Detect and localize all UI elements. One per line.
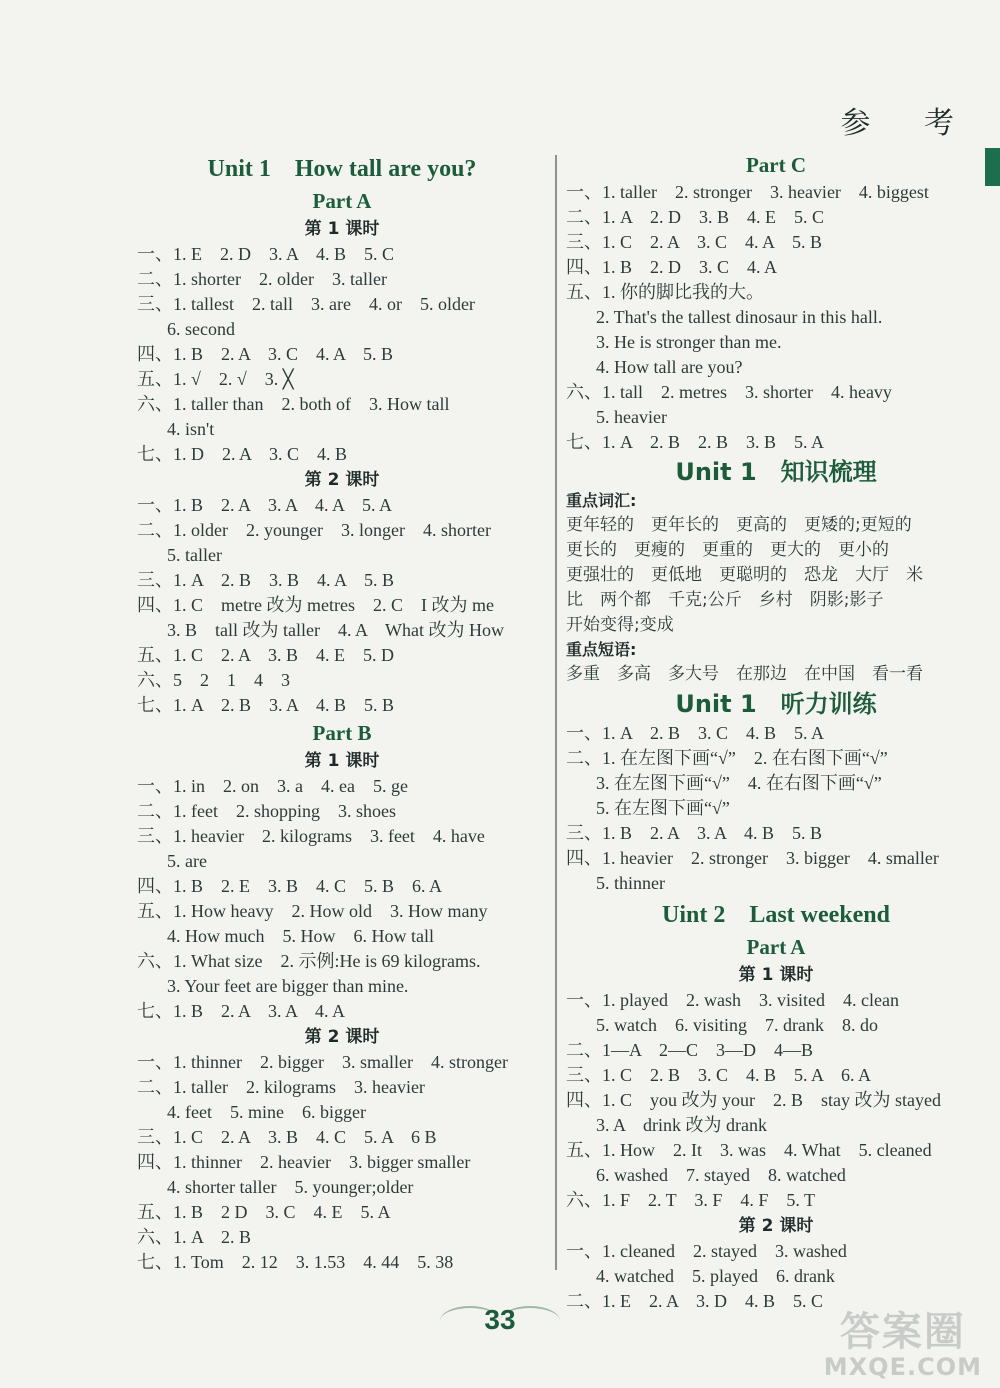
column-divider [555,155,557,1270]
answer-line: 四、1. B 2. D 3. C 4. A [566,257,778,277]
answer-line: 二、1. taller 2. kilograms 3. heavier [137,1077,425,1097]
unit1-a-lesson1-answers [137,242,547,467]
answer-line: 5. watch 6. visiting 7. drank 8. do [596,1015,878,1035]
answer-line: 二、1. 在左图下画“√” 2. 在右图下画“√” [566,748,888,768]
answer-line: 七、1. B 2. A 3. A 4. A [137,1001,346,1021]
page-header-title: 参 考 [840,106,976,141]
answer-line: 五、1. How heavy 2. How old 3. How many [137,901,488,921]
answer-line: 六、1. A 2. B [137,1227,252,1247]
vocab-line: 更强壮的 更低地 更聪明的 恐龙 大厅 米 [566,565,923,585]
watermark [824,1300,982,1381]
vocab-line: 更年轻的 更年长的 更高的 更矮的;更短的 [566,515,912,535]
answer-line: 三、1. A 2. B 3. B 4. A 5. B [137,570,395,590]
answer-line: 四、1. C you 改为 your 2. B stay 改为 stayed [566,1090,941,1110]
answer-line: 4. isn't [167,419,215,439]
answer-line: 一、1. thinner 2. bigger 3. smaller 4. stronger [137,1052,508,1072]
answer-line: 5. are [167,851,207,871]
answer-line: 七、1. Tom 2. 12 3. 1.53 4. 44 5. 38 [137,1252,454,1272]
answer-line: 3. Your feet are bigger than mine. [167,976,409,996]
vocab-list [566,513,986,638]
right-column [566,150,986,1314]
answer-line: 二、1. A 2. D 3. B 4. E 5. C [566,207,825,227]
answer-line: 五、1. B 2 D 3. C 4. E 5. A [137,1202,391,1222]
answer-line: 三、1. C 2. B 3. C 4. B 5. A 6. A [566,1065,872,1085]
answer-line: 四、1. heavier 2. stronger 3. bigger 4. smaller [566,848,939,868]
vocab-label: 重点词汇: [566,491,637,510]
header-accent-bar [985,148,1000,186]
unit2-lesson1-title: 第 1 课时 [738,965,814,985]
answer-line: 4. How much 5. How 6. How tall [167,926,434,946]
answer-line: 二、1. older 2. younger 3. longer 4. shorter [137,520,491,540]
answer-line: 五、1. √ 2. √ 3. ╳ [137,369,294,389]
phrase-list [566,662,986,687]
unit1-b-lesson2-answers [137,1050,547,1275]
answer-line: 6. second [167,319,235,339]
answer-line: 三、1. C 2. A 3. B 4. C 5. A 6 B [137,1127,437,1147]
answer-line: 四、1. B 2. E 3. B 4. C 5. B 6. A [137,876,443,896]
watermark-url: MXQE.COM [823,1353,982,1381]
answer-line: 4. feet 5. mine 6. bigger [167,1102,366,1122]
answer-line: 4. watched 5. played 6. drank [596,1266,835,1286]
answer-line: 六、5 2 1 4 3 [137,670,290,690]
unit1-a-lesson2-answers [137,493,547,718]
unit1-b-lesson2-title: 第 2 课时 [304,1027,380,1047]
knowledge-title: Unit 1 知识梳理 [675,458,877,486]
unit1-a-lesson2-title: 第 2 课时 [304,470,380,490]
vocab-line: 比 两个都 千克;公斤 乡村 阴影;影子 [566,590,884,610]
answer-line: 二、1. E 2. A 3. D 4. B 5. C [566,1291,824,1311]
vocab-line: 多重 多高 多大号 在那边 在中国 看一看 [566,664,923,684]
answer-line: 2. That's the tallest dinosaur in this hall. [596,307,883,327]
answer-line: 七、1. A 2. B 2. B 3. B 5. A [566,432,825,452]
unit1-a-lesson1-title: 第 1 课时 [304,219,380,239]
answer-line: 三、1. heavier 2. kilograms 3. feet 4. have [137,826,485,846]
listening-title: Unit 1 听力训练 [675,690,877,718]
unit2-lesson1-answers [566,988,986,1213]
answer-line: 二、1. feet 2. shopping 3. shoes [137,801,396,821]
answer-line: 五、1. C 2. A 3. B 4. E 5. D [137,645,395,665]
listening-answers [566,721,986,896]
answer-line: 二、1—A 2—C 3—D 4—B [566,1040,814,1060]
watermark-logo-text: 答案圈 [839,1309,966,1355]
answer-line: 一、1. in 2. on 3. a 4. ea 5. ge [137,776,408,796]
unit2-title: Uint 2 Last weekend [661,902,890,928]
answer-line: 6. washed 7. stayed 8. watched [596,1165,846,1185]
answer-line: 5. taller [167,545,222,565]
unit1-part-c-title: Part C [745,153,807,177]
unit1-b-lesson1-answers [137,774,547,1024]
answer-line: 4. How tall are you? [596,357,743,377]
answer-line: 三、1. tallest 2. tall 3. are 4. or 5. older [137,294,475,314]
answer-line: 一、1. taller 2. stronger 3. heavier 4. biggest [566,182,929,202]
answer-line: 一、1. B 2. A 3. A 4. A 5. A [137,495,393,515]
unit1-b-lesson1-title: 第 1 课时 [304,751,380,771]
answer-line: 四、1. thinner 2. heavier 3. bigger smaller [137,1152,471,1172]
answer-line: 一、1. A 2. B 3. C 4. B 5. A [566,723,825,743]
unit2-lesson2-title: 第 2 课时 [738,1216,814,1236]
answer-line: 四、1. B 2. A 3. C 4. A 5. B [137,344,394,364]
answer-line: 四、1. C metre 改为 metres 2. C I 改为 me [137,595,494,615]
answer-line: 3. A drink 改为 drank [596,1115,767,1135]
answer-line: 5. 在左图下画“√” [596,798,730,818]
answer-line: 一、1. cleaned 2. stayed 3. washed [566,1241,847,1261]
answer-line: 5. heavier [596,407,667,427]
answer-line: 3. He is stronger than me. [596,332,782,352]
answer-line: 七、1. D 2. A 3. C 4. B [137,444,348,464]
unit1-part-b-title: Part B [312,721,372,745]
answer-line: 六、1. F 2. T 3. F 4. F 5. T [566,1190,816,1210]
answer-line: 一、1. played 2. wash 3. visited 4. clean [566,990,899,1010]
answer-line: 六、1. What size 2. 示例:He is 69 kilograms. [137,951,481,971]
phrase-label: 重点短语: [566,640,637,659]
unit1-part-a-title: Part A [312,189,372,213]
vocab-line: 更长的 更瘦的 更重的 更大的 更小的 [566,540,889,560]
page-number: 33 [484,1304,516,1335]
answer-line: 六、1. tall 2. metres 3. shorter 4. heavy [566,382,892,402]
answer-line: 3. B tall 改为 taller 4. A What 改为 How [167,620,504,640]
unit1-title: Unit 1 How tall are you? [207,156,477,182]
answer-line: 3. 在左图下画“√” 4. 在右图下画“√” [596,773,882,793]
answer-line: 三、1. C 2. A 3. C 4. A 5. B [566,232,823,252]
answer-line: 五、1. How 2. It 3. was 4. What 5. cleaned [566,1140,932,1160]
unit2-part-a-title: Part A [746,935,806,959]
answer-line: 五、1. 你的脚比我的大。 [566,282,764,302]
vocab-line: 开始变得;变成 [566,615,674,635]
answer-line: 二、1. shorter 2. older 3. taller [137,269,387,289]
unit1-c-answers [566,180,986,455]
answer-line: 三、1. B 2. A 3. A 4. B 5. B [566,823,823,843]
answer-line: 4. shorter taller 5. younger;older [167,1177,414,1197]
answer-line: 一、1. E 2. D 3. A 4. B 5. C [137,244,395,264]
left-column [137,150,547,1275]
answer-line: 5. thinner [596,873,665,893]
answer-line: 六、1. taller than 2. both of 3. How tall [137,394,450,414]
answer-line: 七、1. A 2. B 3. A 4. B 5. B [137,695,395,715]
